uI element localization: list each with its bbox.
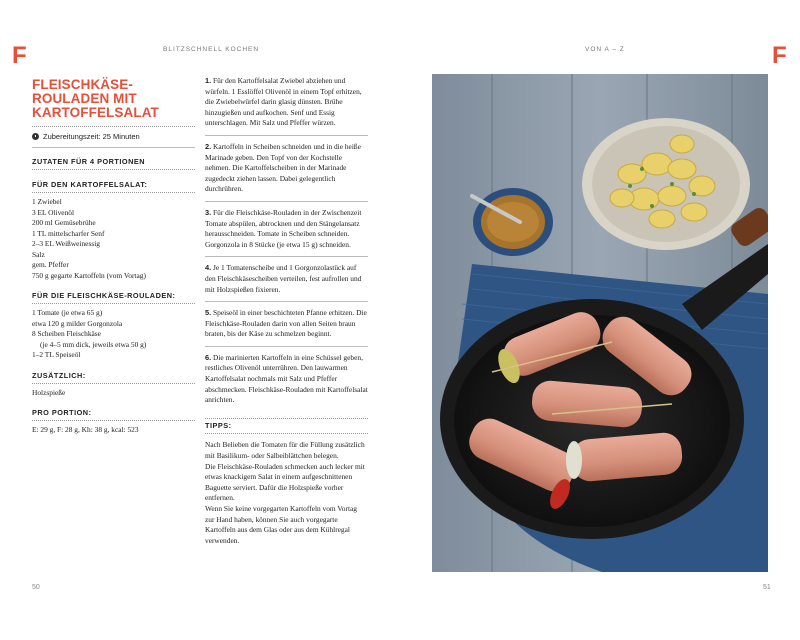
ingredients-column <box>32 78 195 436</box>
salad-heading: FÜR DEN KARTOFFELSALAT: <box>32 180 195 193</box>
prep-time-text: Zubereitungszeit: 25 Minuten <box>43 132 140 141</box>
instructions-column <box>205 76 368 546</box>
tips-heading: TIPPS: <box>205 418 368 435</box>
tip-item: Nach Belieben die Tomaten für die Füllung zusätzlich mit Basilikum- oder Salbeiblättchen belegen. <box>205 440 365 461</box>
ingredient-item: 1 Zwiebel <box>32 197 62 206</box>
ingredient-item: Salz <box>32 249 45 259</box>
extra-heading: ZUSÄTZLICH: <box>32 371 195 384</box>
step-4: 4. Je 1 Tomatenscheibe und 1 Gorgonzolastück auf den Fleischkäsescheiben verteilen, fest aufrollen und mit Holzspießen fixieren. <box>205 263 368 302</box>
salad-ingredient-list <box>32 197 195 281</box>
step-3: 3. Für die Fleischkäse-Rouladen in der Zwischenzeit Tomate abspülen, abtrocknen und den Stängelansatz herausschneiden. Tomate in Scheiben schneiden. Gorgonzola in 8 Stücke (je etwa 15 g) schneiden. <box>205 208 368 257</box>
ingredient-item: Holzspieße <box>32 387 66 397</box>
ingredient-item: 2–3 EL Weißweinessig <box>32 239 100 248</box>
portion-nutrition: E: 29 g, F: 28 g, Kh: 38 g, kcal: 523 <box>32 425 139 434</box>
tip-item: Die Fleischkäse-Rouladen schmecken auch lecker mit etwas knackigem Salat in einem aufgeschnittenen Baguette serviert. Dafür die Holzspieße vorher entfernen. <box>205 461 365 503</box>
step-5: 5. Speiseöl in einer beschichteten Pfanne erhitzen. Die Fleischkäse-Rouladen darin von allen Seiten braun braten, bis der Käse zu schmelzen beginnt. <box>205 308 368 347</box>
portion-heading: PRO PORTION: <box>32 408 195 421</box>
chapter-tab-letter-left: F <box>12 42 27 69</box>
ingredient-item: 1–2 TL Speiseöl <box>32 350 81 359</box>
roulade-ingredient-list <box>32 308 195 361</box>
clock-icon <box>32 133 39 140</box>
ingredient-item: gem. Pfeffer <box>32 260 69 269</box>
page-number-right: 51 <box>763 584 771 591</box>
page-number-left: 50 <box>32 584 40 591</box>
prep-time <box>32 132 195 141</box>
step-6: 6. Die marinierten Kartoffeln in eine Schüssel geben, restliches Olivenöl unterrühren. Den lauwarmen Kartoffelsalat nochmals mit Salz und Pfeffer abschmecken. Fleischkäse-Rouladen mit Kartoffelsalat anrichten. <box>205 352 368 405</box>
chapter-tab-letter-right: F <box>772 42 787 69</box>
ingredient-item: 8 Scheiben Fleischkäse <box>32 329 101 338</box>
ingredient-item: 750 g gegarte Kartoffeln (vom Vortag) <box>32 270 146 280</box>
running-head-left: BLITZSCHNELL KOCHEN <box>163 46 260 53</box>
ingredient-item: 200 ml Gemüsebrühe <box>32 218 96 227</box>
ingredient-item: (je 4–5 mm dick, jeweils etwa 50 g) <box>40 339 147 349</box>
step-2: 2. Kartoffeln in Scheiben schneiden und in die heiße Marinade geben. Den Topf von der Kochstelle nehmen. Die Kartoffelscheiben in der Marinade zugedeckt ziehen lassen. Dabei gelegentlich durchrühren. <box>205 142 368 202</box>
roulade-heading: FÜR DIE FLEISCHKÄSE-ROULADEN: <box>32 291 195 304</box>
tip-item: Wenn Sie keine vorgegarten Kartoffeln vom Vortag zur Hand haben, können Sie auch vorgegarte Kartoffeln aus dem Glas oder aus dem Kühlregal verwenden. <box>205 504 357 545</box>
ingredient-item: etwa 120 g milder Gorgonzola <box>32 318 123 328</box>
running-head-right: VON A – Z <box>585 46 625 53</box>
recipe-title: FLEISCHKÄSE-ROULADEN MIT KARTOFFELSALAT <box>32 77 159 120</box>
ingredient-item: 1 TL mittelscharfer Senf <box>32 228 105 238</box>
extra-ingredient-list <box>32 388 195 399</box>
ingredients-heading: ZUTATEN FÜR 4 PORTIONEN <box>32 157 195 170</box>
food-photo <box>432 74 768 572</box>
step-1: 1. Für den Kartoffelsalat Zwiebel abziehen und würfeln. 1 Esslöffel Olivenöl in einem Topf erhitzen, die Zwiebelwürfel darin glasig dünsten. Brühe hinzugießen und aufkochen. Senf und Essig unterschlagen. Mit Salz und Pfeffer würzen. <box>205 76 368 136</box>
ingredient-item: 3 EL Olivenöl <box>32 207 75 217</box>
ingredient-item: 1 Tomate (je etwa 65 g) <box>32 308 103 317</box>
